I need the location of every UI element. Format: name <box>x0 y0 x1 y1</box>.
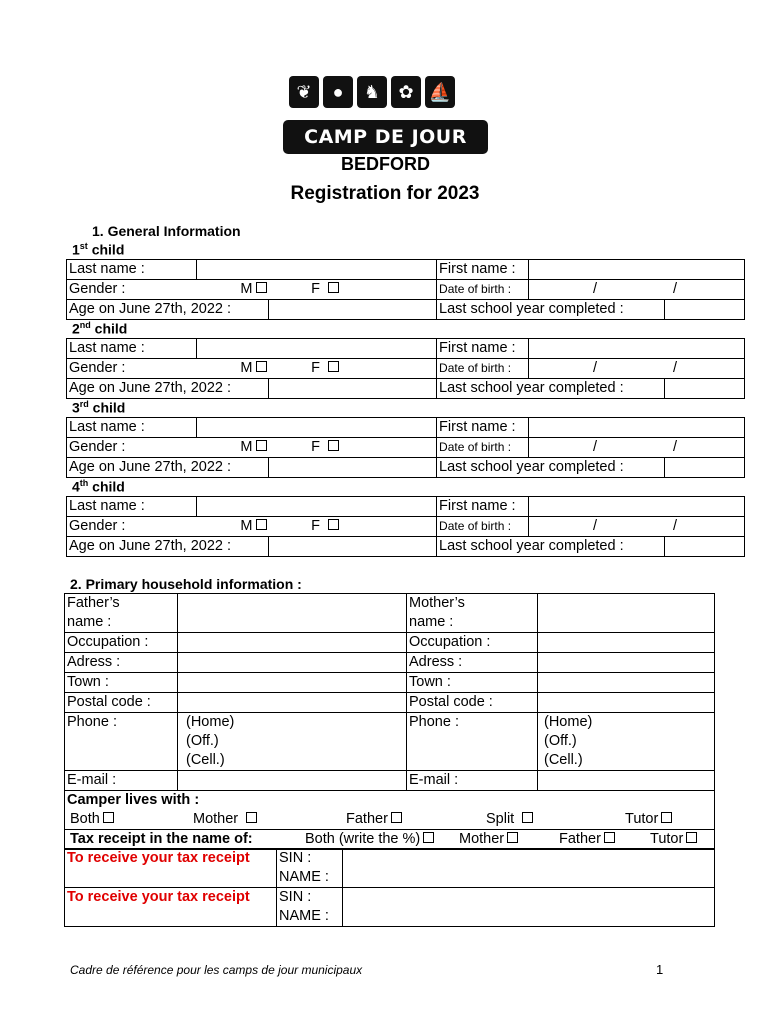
age-field[interactable] <box>269 379 437 399</box>
section1-heading: 1. General Information <box>92 223 241 239</box>
sin-label-1: SIN : <box>277 849 343 869</box>
checkbox[interactable] <box>328 440 339 451</box>
tax-both-option[interactable]: Both (write the %) <box>305 830 434 848</box>
gender-male-option[interactable]: M <box>197 359 269 379</box>
tax-receipt-label: Tax receipt in the name of: <box>70 831 253 847</box>
school-field[interactable] <box>665 300 745 320</box>
father-address-label: Adress : <box>65 653 178 673</box>
age-field[interactable] <box>269 458 437 478</box>
age-label: Age on June 27th, 2022 : <box>67 458 269 478</box>
mother-occupation-field[interactable] <box>538 633 715 653</box>
logo-subtitle: BEDFORD <box>341 154 430 174</box>
child-info-table <box>66 259 745 320</box>
gender-female-option[interactable]: F <box>269 438 437 458</box>
kayak-icon: ⛵ <box>425 76 455 108</box>
child-heading: 4th child <box>72 478 125 495</box>
father-phone-office[interactable] <box>178 732 407 751</box>
gender-male-option[interactable]: M <box>197 280 269 300</box>
father-occupation-label: Occupation : <box>65 633 178 653</box>
school-field[interactable] <box>665 537 745 557</box>
lives-with-options <box>65 810 715 830</box>
lives-with-label: Camper lives with : <box>65 791 715 811</box>
child-heading: 2nd child <box>72 320 128 337</box>
palette-icon: ✿ <box>391 76 421 108</box>
mother-address-label: Adress : <box>407 653 538 673</box>
checkbox[interactable] <box>328 361 339 372</box>
first-name-field[interactable] <box>529 497 745 517</box>
dob-label: Date of birth : <box>437 438 529 458</box>
father-phone-home[interactable] <box>178 713 407 733</box>
checkbox[interactable] <box>328 282 339 293</box>
father-email-field[interactable] <box>178 771 407 791</box>
tax-receipt-row <box>65 830 715 850</box>
checkbox[interactable] <box>686 832 697 843</box>
checkbox[interactable] <box>256 440 267 451</box>
gender-label: Gender : <box>67 438 197 458</box>
school-label: Last school year completed : <box>437 458 665 478</box>
first-name-label: First name : <box>437 418 529 438</box>
mother-town-field[interactable] <box>538 673 715 693</box>
father-town-label: Town : <box>65 673 178 693</box>
checkbox[interactable] <box>246 812 257 823</box>
last-name-field[interactable] <box>197 497 437 517</box>
school-label: Last school year completed : <box>437 379 665 399</box>
checkbox[interactable] <box>423 832 434 843</box>
father-phone-label: Phone : <box>65 713 178 733</box>
footer-text: Cadre de référence pour les camps de jour municipaux <box>70 963 363 977</box>
gender-label: Gender : <box>67 280 197 300</box>
tax-mother-option[interactable]: Mother <box>459 830 518 848</box>
leaf-icon: ❦ <box>289 76 319 108</box>
gender-label: Gender : <box>67 517 197 537</box>
age-label: Age on June 27th, 2022 : <box>67 537 269 557</box>
father-name-label: Father’s <box>65 594 178 614</box>
age-label: Age on June 27th, 2022 : <box>67 300 269 320</box>
logo-icons <box>289 76 455 108</box>
mother-town-label: Town : <box>407 673 538 693</box>
child-info-table <box>66 338 745 399</box>
gender-male-option[interactable]: M <box>197 438 269 458</box>
page-number: 1 <box>656 962 664 977</box>
last-name-field[interactable] <box>197 418 437 438</box>
sin-label-2: SIN : <box>277 888 343 908</box>
household-table <box>64 593 715 791</box>
child-info-table <box>66 417 745 478</box>
checkbox[interactable] <box>256 361 267 372</box>
office-label: (Off.) <box>544 733 577 749</box>
child-heading: 1st child <box>72 241 125 258</box>
tax-father-option[interactable]: Father <box>559 830 615 848</box>
cell-label: (Cell.) <box>544 752 583 768</box>
father-occupation-field[interactable] <box>178 633 407 653</box>
father-name-label-2: name : <box>65 613 178 633</box>
father-email-label: E-mail : <box>65 771 178 791</box>
checkbox[interactable] <box>256 282 267 293</box>
section2-heading: 2. Primary household information : <box>70 576 302 592</box>
lives-father-option[interactable]: Father <box>346 810 402 828</box>
mother-postal-label: Postal code : <box>407 693 538 713</box>
gender-label: Gender : <box>67 359 197 379</box>
checkbox[interactable] <box>328 519 339 530</box>
mother-phone-office[interactable] <box>538 732 715 751</box>
age-label: Age on June 27th, 2022 : <box>67 379 269 399</box>
lives-tutor-option[interactable]: Tutor <box>625 810 672 828</box>
gender-female-option[interactable]: F <box>269 280 437 300</box>
mother-postal-field[interactable] <box>538 693 715 713</box>
first-name-label: First name : <box>437 260 529 280</box>
lives-split-option[interactable]: Split <box>486 810 533 828</box>
father-town-field[interactable] <box>178 673 407 693</box>
tax-tutor-option[interactable]: Tutor <box>650 830 697 848</box>
dob-field[interactable]: / / <box>529 280 745 300</box>
first-name-field[interactable] <box>529 339 745 359</box>
logo-brand: CAMP DE JOUR <box>283 120 488 154</box>
last-name-label: Last name : <box>67 418 197 438</box>
last-name-label: Last name : <box>67 260 197 280</box>
age-field[interactable] <box>269 300 437 320</box>
mother-email-field[interactable] <box>538 771 715 791</box>
page-title: Registration for 2023 <box>290 183 480 204</box>
ball-icon: ● <box>323 76 353 108</box>
dob-field[interactable]: / / <box>529 438 745 458</box>
mother-phone-label: Phone : <box>407 713 538 733</box>
checkbox[interactable] <box>522 812 533 823</box>
first-name-field[interactable] <box>529 260 745 280</box>
checkbox[interactable] <box>661 812 672 823</box>
name-label-2: NAME : <box>277 907 343 927</box>
school-field[interactable] <box>665 458 745 478</box>
camp-logo <box>283 76 493 176</box>
mother-name-label: Mother’s <box>407 594 538 614</box>
mother-occupation-label: Occupation : <box>407 633 538 653</box>
dob-field[interactable]: / / <box>529 359 745 379</box>
school-label: Last school year completed : <box>437 537 665 557</box>
dob-label: Date of birth : <box>437 359 529 379</box>
father-postal-label: Postal code : <box>65 693 178 713</box>
mother-phone-cell[interactable] <box>538 751 715 771</box>
home-label: (Home) <box>544 714 593 730</box>
last-name-field[interactable] <box>197 260 437 280</box>
rider-icon: ♞ <box>357 76 387 108</box>
father-postal-field[interactable] <box>178 693 407 713</box>
first-name-label: First name : <box>437 339 529 359</box>
home-label: (Home) <box>186 714 235 730</box>
checkbox[interactable] <box>256 519 267 530</box>
tax-receipt-table <box>64 848 715 927</box>
first-name-label: First name : <box>437 497 529 517</box>
last-name-label: Last name : <box>67 497 197 517</box>
mother-address-field[interactable] <box>538 653 715 673</box>
gender-male-option[interactable]: M <box>197 517 269 537</box>
checkbox[interactable] <box>391 812 402 823</box>
mother-email-label: E-mail : <box>407 771 538 791</box>
gender-female-option[interactable]: F <box>269 517 437 537</box>
dob-field[interactable]: / / <box>529 517 745 537</box>
cell-label: (Cell.) <box>186 752 225 768</box>
mother-name-label-2: name : <box>407 613 538 633</box>
school-label: Last school year completed : <box>437 300 665 320</box>
mother-name-field[interactable] <box>538 594 715 633</box>
receive-receipt-label-1: To receive your tax receipt <box>65 849 277 888</box>
father-phone-cell[interactable] <box>178 751 407 771</box>
dob-label: Date of birth : <box>437 280 529 300</box>
age-field[interactable] <box>269 537 437 557</box>
office-label: (Off.) <box>186 733 219 749</box>
mother-phone-home[interactable] <box>538 713 715 733</box>
child-info-table <box>66 496 745 557</box>
last-name-field[interactable] <box>197 339 437 359</box>
last-name-label: Last name : <box>67 339 197 359</box>
dob-label: Date of birth : <box>437 517 529 537</box>
father-address-field[interactable] <box>178 653 407 673</box>
receipt-field-2[interactable] <box>343 888 715 927</box>
father-name-field[interactable] <box>178 594 407 633</box>
lives-both-option[interactable]: Both <box>70 810 114 828</box>
child-heading: 3rd child <box>72 399 126 416</box>
lives-mother-option[interactable]: Mother <box>193 810 257 828</box>
school-field[interactable] <box>665 379 745 399</box>
checkbox[interactable] <box>604 832 615 843</box>
receive-receipt-label-2: To receive your tax receipt <box>65 888 277 927</box>
name-label-1: NAME : <box>277 868 343 888</box>
receipt-field-1[interactable] <box>343 849 715 888</box>
lives-with-table <box>64 790 715 850</box>
checkbox[interactable] <box>507 832 518 843</box>
checkbox[interactable] <box>103 812 114 823</box>
gender-female-option[interactable]: F <box>269 359 437 379</box>
first-name-field[interactable] <box>529 418 745 438</box>
